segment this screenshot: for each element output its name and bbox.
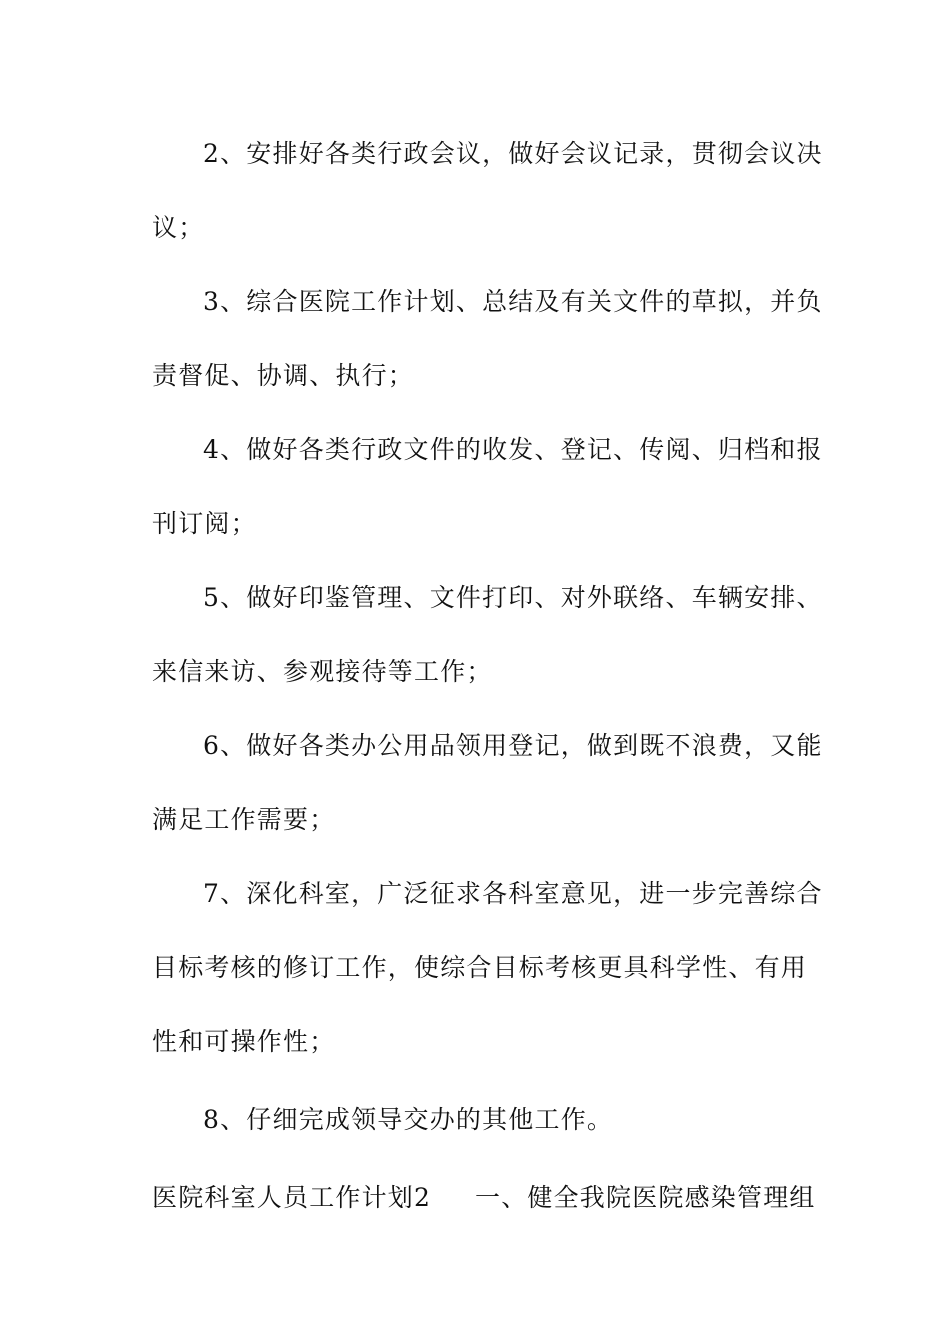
paragraph-3-line-2: 责督促、协调、执行； xyxy=(152,361,415,390)
paragraph-5-line-1: 5、做好印鉴管理、文件打印、对外联络、车辆安排、 xyxy=(203,583,823,612)
paragraph-2-line-2: 议； xyxy=(152,213,205,242)
section-heading-row xyxy=(152,1181,816,1215)
paragraph-2-line-1: 2、安排好各类行政会议，做好会议记录，贯彻会议决 xyxy=(203,139,823,168)
section-first-line: 一、健全我院医院感染管理组 xyxy=(475,1183,816,1212)
paragraph-6-line-1: 6、做好各类办公用品领用登记，做到既不浪费，又能 xyxy=(203,731,823,760)
paragraph-7-line-1: 7、深化科室，广泛征求各科室意见，进一步完善综合 xyxy=(203,879,823,908)
paragraph-7-line-3: 性和可操作性； xyxy=(152,1027,336,1056)
paragraph-3-line-1: 3、综合医院工作计划、总结及有关文件的草拟，并负 xyxy=(203,287,823,316)
section-title: 医院科室人员工作计划2 xyxy=(152,1183,432,1212)
paragraph-4-line-2: 刊订阅； xyxy=(152,509,257,538)
paragraph-5-line-2: 来信来访、参观接待等工作； xyxy=(152,657,493,686)
paragraph-6-line-2: 满足工作需要； xyxy=(152,805,336,834)
paragraph-8-line-1: 8、仔细完成领导交办的其他工作。 xyxy=(203,1105,614,1134)
paragraph-7-line-2: 目标考核的修订工作，使综合目标考核更具科学性、有用 xyxy=(152,953,808,982)
paragraph-4-line-1: 4、做好各类行政文件的收发、登记、传阅、归档和报 xyxy=(203,435,823,464)
